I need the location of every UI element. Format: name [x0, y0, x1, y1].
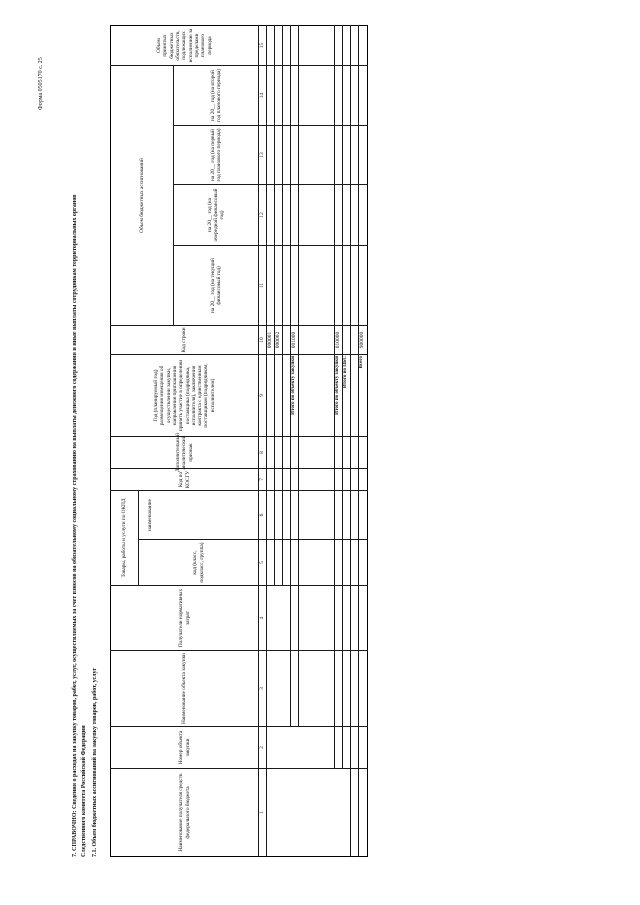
- header-okpd-code: код (класс, подкласс, группа): [192, 542, 205, 583]
- header-next-year: на 20__ год (на очередной финансовый год): [206, 188, 226, 242]
- header-okpd-name: наименование: [147, 499, 153, 532]
- col-number: 8: [259, 451, 265, 454]
- col-number: 14: [259, 92, 265, 99]
- budget-table: [110, 25, 368, 857]
- header-normative-costs: Получатели нормативных затрат: [178, 588, 191, 648]
- col-number: 6: [259, 513, 265, 517]
- header-okpd-group: Товары, работы и услуги по ОКПД: [121, 498, 128, 578]
- header-object-number: Номер объекта закупки: [178, 730, 191, 765]
- col-number: 2: [259, 746, 265, 749]
- form-label: Форма 0505170 с. 25: [38, 57, 44, 110]
- row-code: 000002: [275, 331, 281, 349]
- header-volume-group: Объем бюджетных ассигнований: [138, 158, 145, 233]
- col-number: 10: [259, 337, 265, 343]
- row-code: 900000: [359, 331, 365, 349]
- section-title: 7.1. Объем бюджетных ассигнований на закупку товаров, работ, услуг: [92, 667, 98, 857]
- total-codes-label: Итого по объекту закупки: [335, 356, 340, 415]
- col-number: 13: [259, 152, 265, 158]
- col-number: 1: [259, 811, 265, 814]
- col-number: 4: [259, 616, 265, 620]
- col-number: 5: [259, 561, 265, 564]
- row-code: 010000: [335, 331, 341, 349]
- row-code: 001000: [291, 331, 297, 349]
- header-row-code: Код строки: [181, 327, 188, 353]
- header-recipient: Наименование получателя средств федерального бюджета: [178, 773, 191, 852]
- header-current-year: на 20__ год (на текущий финансовый год): [209, 258, 222, 313]
- row-code: 000001: [267, 331, 273, 349]
- col-number: 3: [259, 687, 265, 690]
- col-number: 12: [259, 212, 265, 218]
- grand-total-label: Всего: [359, 356, 364, 369]
- col-number: 11: [259, 282, 265, 289]
- header-additional-sign: Дополнительный аналитический признак: [175, 433, 194, 472]
- page-title: 7. СПРАВОЧНО: Сведения о расходах на закупку товаров, работ, услуг, осуществляемых за счет взносов на обязательному социальному страхованию на выплаты денежного содержания и иные выплаты сотрудникам территориальных органов: [72, 194, 78, 857]
- col-number: 15: [259, 42, 265, 49]
- page-subtitle: Следственного комитета Российской Федерации: [81, 725, 87, 857]
- total-pbs-label: Итого по ПБС: [343, 356, 348, 389]
- col-number: 9: [259, 394, 265, 397]
- header-plan-year-2: на 20__ год (на второй год планового периода): [209, 69, 222, 122]
- col-number: 7: [259, 478, 265, 481]
- total-object-label: Итого по объекту закупки: [291, 356, 296, 415]
- header-year: Год (планируемый год) размещения извещения об осуществлении закупки, направления приглашения принять участие в определении поставщика (подрядчика, исполнителя), заключения контракта с единственным поставщиком (подрядчиком, исполнителем): [153, 359, 216, 432]
- header-object-name: Наименование объекта закупки: [181, 652, 188, 725]
- header-plan-year-1: на 20__ год (на первый год планового периода): [209, 128, 222, 182]
- header-beyond-plan: Объем принятых бюджетных обязательств, подлежащих исполнению за пределами планового периода: [156, 28, 213, 63]
- header-kosgu: Код по КОСГУ: [178, 470, 191, 489]
